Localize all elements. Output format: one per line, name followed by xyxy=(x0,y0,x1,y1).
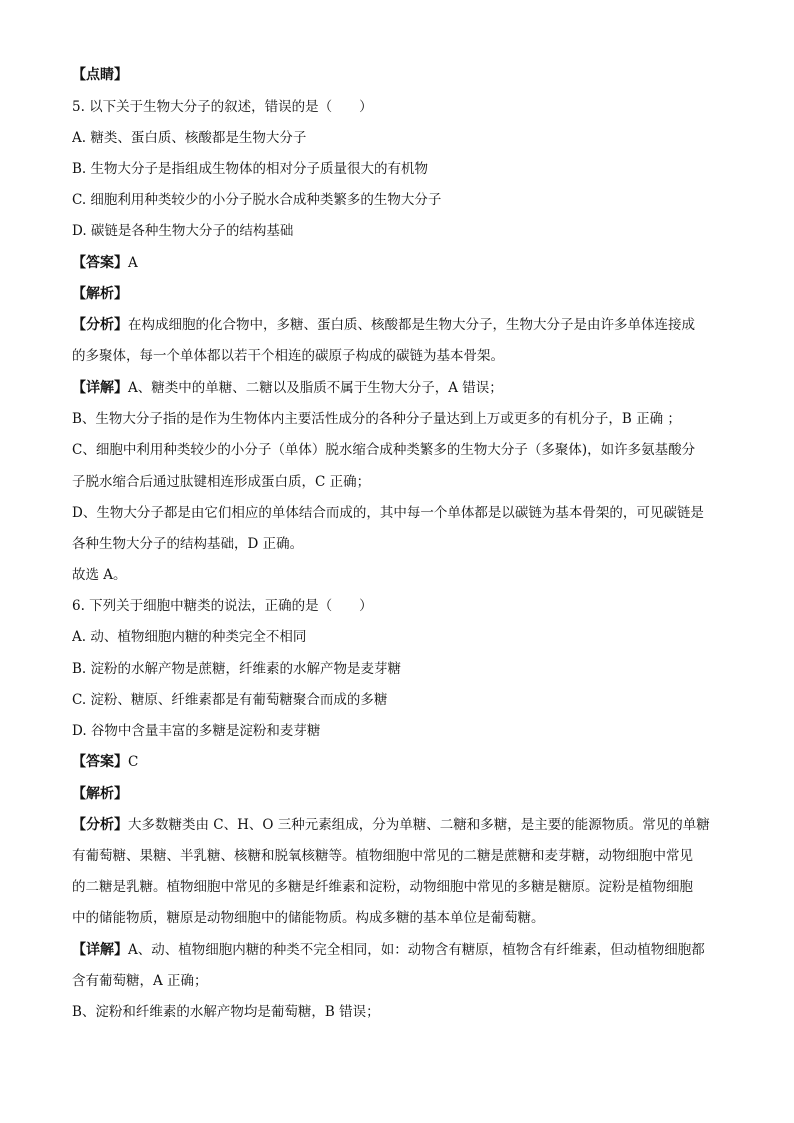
q6-option-d: D. 谷物中含量丰富的多糖是淀粉和麦芽糖 xyxy=(72,723,321,739)
q5-xiangjie-paragraph: 【详解】A、糖类中的单糖、二糖以及脂质不属于生物大分子，A 错误； xyxy=(72,380,503,396)
q6-analysis-heading: 【解析】 xyxy=(72,786,128,802)
q6-fenxi-line-3: 的二糖是乳糖。植物细胞中常见的多糖是纤维素和淀粉，动物细胞中常见的多糖是糖原。淀粉是植物细胞 xyxy=(72,879,693,895)
answer-value: A xyxy=(128,255,138,271)
xiangjie-tag: 【详解】 xyxy=(72,942,128,958)
dianjing-heading: 【点睛】 xyxy=(72,67,128,83)
q6-option-c: C. 淀粉、糖原、纤维素都是有葡萄糖聚合而成的多糖 xyxy=(72,692,388,708)
answer-value: C xyxy=(128,754,139,770)
q5-xiangjie-line-5: D、生物大分子都是由它们相应的单体结合而成的，其中每一个单体都是以碳链为基本骨架的，可见碳链是 xyxy=(72,505,704,521)
q6-xiangjie-line-3: B、淀粉和纤维素的水解产物均是葡萄糖，B 错误； xyxy=(72,1004,380,1020)
answer-tag: 【答案】 xyxy=(72,255,128,271)
xiangjie-tag: 【详解】 xyxy=(72,380,128,396)
q6-option-a: A. 动、植物细胞内糖的种类完全不相同 xyxy=(72,629,307,645)
question-5-stem: 5. 以下关于生物大分子的叙述，错误的是（ ） xyxy=(72,99,373,115)
q5-conclusion: 故选 A。 xyxy=(72,567,127,583)
q5-xiangjie-line-2: B、生物大分子指的是作为生物体内主要活性成分的各种分子量达到上万或更多的有机分子，B 正确 ； xyxy=(72,411,681,427)
q5-option-d: D. 碳链是各种生物大分子的结构基础 xyxy=(72,223,294,239)
q6-fenxi-line-4: 中的储能物质，糖原是动物细胞中的储能物质。构成多糖的基本单位是葡萄糖。 xyxy=(72,910,545,926)
q5-xiangjie-line-3: C、细胞中利用种类较少的小分子（单体）脱水缩合成种类繁多的生物大分子（多聚体)，如许多氨基酸分 xyxy=(72,442,696,458)
q5-fenxi-paragraph: 【分析】在构成细胞的化合物中，多糖、蛋白质、核酸都是生物大分子，生物大分子是由许多单体连接成 xyxy=(72,317,695,333)
q6-fenxi-paragraph: 【分析】大多数糖类由 C、H、O 三种元素组成，分为单糖、二糖和多糖，是主要的能源物质。常见的单糖 xyxy=(72,817,710,833)
answer-tag: 【答案】 xyxy=(72,754,128,770)
q5-answer xyxy=(72,254,732,272)
fenxi-tag: 【分析】 xyxy=(72,317,128,333)
q6-answer xyxy=(72,753,732,771)
q5-option-a: A. 糖类、蛋白质、核酸都是生物大分子 xyxy=(72,130,307,146)
q5-option-c: C. 细胞利用种类较少的小分子脱水合成种类繁多的生物大分子 xyxy=(72,192,442,208)
q5-fenxi-line-2: 的多聚体，每一个单体都以若干个相连的碳原子构成的碳链为基本骨架。 xyxy=(72,348,504,364)
q6-option-b: B. 淀粉的水解产物是蔗糖，纤维素的水解产物是麦芽糖 xyxy=(72,661,402,677)
q6-xiangjie-line-2: 含有葡萄糖，A 正确； xyxy=(72,973,208,989)
q5-xiangjie-line-6: 各种生物大分子的结构基础，D 正确。 xyxy=(72,536,304,552)
q5-analysis-heading: 【解析】 xyxy=(72,286,128,302)
q5-xiangjie-line-4: 子脱水缩合后通过肽键相连形成蛋白质，C 正确； xyxy=(72,474,371,490)
q5-option-b: B. 生物大分子是指组成生物体的相对分子质量很大的有机物 xyxy=(72,161,429,177)
q6-fenxi-line-2: 有葡萄糖、果糖、半乳糖、核糖和脱氧核糖等。植物细胞中常见的二糖是蔗糖和麦芽糖，动物细胞中常见 xyxy=(72,848,693,864)
question-6-stem: 6. 下列关于细胞中糖类的说法，正确的是（ ） xyxy=(72,598,373,614)
q6-xiangjie-paragraph: 【详解】A、动、植物细胞内糖的种类不完全相同，如：动物含有糖原，植物含有纤维素，但动植物细胞都 xyxy=(72,942,705,958)
fenxi-tag: 【分析】 xyxy=(72,817,128,833)
